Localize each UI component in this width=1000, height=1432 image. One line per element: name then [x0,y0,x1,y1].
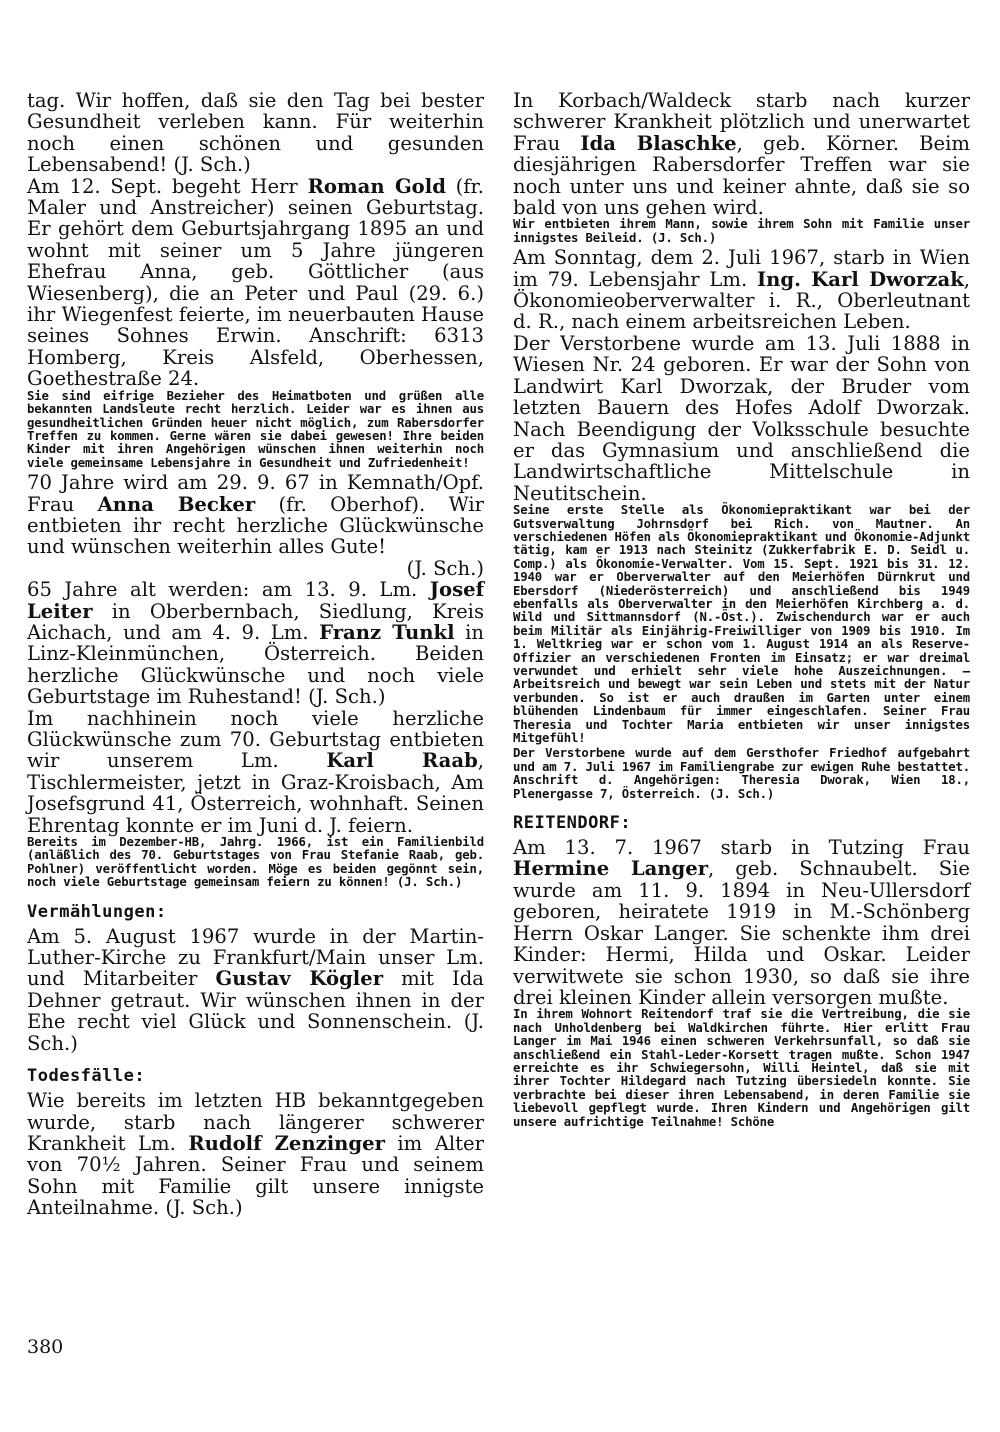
paragraph: Wie bereits im letzten HB bekanntgegeben wurde, starb nach längerer schwerer Krankheit Lm. Rudolf Zenzinger im Alter von 70½ Jahren. Seiner Frau und seinem Sohn mit Familie gilt unsere innigste Anteilnahme. (J. Sch.) [27,1089,485,1220]
paragraph: In Korbach/Waldeck starb nach kurzer schwerer Krankheit plötzlich und unerwartet Frau Ida Blaschke, geb. Körner. Beim diesjährigen Rabersdorfer Treffen war sie noch unter uns und keiner ahnte, daß sie so bald von uns gehen wird. [513,89,970,220]
paragraph: Im nachhinein noch viele herzliche Glückwünsche zum 70. Geburtstag entbieten wir unserem Lm. Karl Raab, Tischlermeister, jetzt in Graz-Kroisbach, Am Josefsgrund 41, Österreich, wohnhaft. Seinen Ehrentag konnte er im Juni d. J. feiern. [27,706,485,837]
paragraph: Am 12. Sept. begeht Herr Roman Gold (fr. Maler und Anstreicher) seinen Geburtstag. Er gehört dem Geburtsjahrgang 1895 an und wohnt mit seiner um 5 Jahre jüngeren Ehefrau Anna, geb. Göttlicher (aus Wiesenberg), die an Peter und Paul (29. 6.) ihr Wiegenfest feierte, im neuerbauten Hause seines Sohnes Erwin. Anschrift: 6313 Homberg, Kreis Alsfeld, Oberhessen, Goethestraße 24. [27,174,484,391]
section-heading: REITENDORF: [513,813,632,834]
small-note: Wir entbieten ihrem Mann, sowie ihrem Sohn mit Familie unser innigstes Beileid. (J. Sch.) [513,217,970,245]
section-heading: Todesfälle: [27,1066,146,1087]
page-number: 380 [27,1336,64,1358]
signature: (J. Sch.) [406,556,484,580]
paragraph: Der Verstorbene wurde am 13. Juli 1888 in Wiesen Nr. 24 geboren. Er war der Sohn von Landwirt Karl Dworzak, der Bruder vom letzten Bauern des Hofes Adolf Dworzak. Nach Beendigung der Volksschule besuchte er das Gymnasium und anschließend die Landwirtschaftliche Mittelschule in Neutitschein. [513,331,970,505]
left-column [27,90,484,1219]
paragraph: 70 Jahre wird am 29. 9. 67 in Kemnath/Opf. Frau Anna Becker (fr. Oberhof). Wir entbieten ihr recht herzliche Glückwünsche und wünschen weiterhin alles Gute! [27,471,484,559]
paragraph: Am Sonntag, dem 2. Juli 1967, starb in Wien im 79. Lebensjahr Lm. Ing. Karl Dworzak, Ökonomieoberverwalter i. R., Oberleutnant d. R., nach einem arbeitsreichen Leben. [513,246,970,334]
small-note: Seine erste Stelle als Ökonomiepraktikant war bei der Gutsverwaltung Johrnsdorf bei Rich. von Mautner. An verschiedenen Höfen als Ökonomiepraktikant und Ökonomie-Adjunkt tätig, kam er 1913 nach Steinitz (Zukkerfabrik E. D. Seidl u. Comp.) als Ökonomie-Verwalter. Vom 15. Sept. 1921 bis 31. 12. 1940 war er Oberverwalter auf den Meierhöfen Dürnkrut und Ebersdorf (Niederösterreich) und anschließend bis 1949 ebenfalls als Oberverwalter in den Meierhöfen Kirchberg a. d. Wild und Sittmannsdorf (N.-Öst.). Zwischendurch war er auch beim Militär als Einjährig-Freiwilliger von 1909 bis 1910. Im 1. Weltkrieg war er schon vom 1. August 1914 an als Reserve-Offizier an verschiedenen Fronten im Einsatz; er war dreimal verwundet und erhielt sehr viele hohe Auszeichnungen. — Arbeitsreich und bewegt war sein Leben und stets mit der Natur verbunden. So ist er auch draußen im Garten unter einem blühenden Lindenbaum für immer eingeschlafen. Seiner Frau Theresia und Tochter Maria entbieten wir unser innigstes Mitgefühl! [513,503,970,746]
small-note: Der Verstorbene wurde auf dem Gersthofer Friedhof aufgebahrt und am 7. Juli 1967 im Familiengrabe zur ewigen Ruhe bestattet. Anschrift d. Angehörigen: Theresia Dworak, Wien 18., Plenergasse 7, Österreich. (J. Sch.) [513,746,970,801]
paragraph: 65 Jahre alt werden: am 13. 9. Lm. Josef Leiter in Oberbernbach, Siedlung, Kreis Aichach, und am 4. 9. Lm. Franz Tunkl in Linz-Kleinmünchen, Österreich. Beiden herzliche Glückwünsche und noch viele Geburtstage im Ruhestand! (J. Sch.) [27,578,484,709]
small-note: Bereits im Dezember-HB, Jahrg. 1966, ist ein Familienbild (anläßlich des 70. Geburtstages von Frau Stefanie Raab, geb. Pohlner) veröffentlicht worden. Möge es beiden gegönnt sein, noch viele Geburtstage gemeinsam feiern zu können! (J. Sch.) [27,835,484,890]
section-heading: Vermählungen: [27,901,167,922]
paragraph: Am 5. August 1967 wurde in der Martin-Luther-Kirche zu Frankfurt/Main unser Lm. und Mitarbeiter Gustav Kögler mit Ida Dehner getraut. Wir wünschen ihnen in der Ehe recht viel Glück und Sonnenschein. (J. Sch.) [27,924,484,1055]
paragraph: tag. Wir hoffen, daß sie den Tag bei bester Gesundheit verleben kann. Für weiterhin noch einen schönen und gesunden Lebensabend! (J. Sch.) [27,89,484,177]
right-column [513,90,970,1131]
paragraph: Am 13. 7. 1967 starb in Tutzing Frau Hermine Langer, geb. Schnaubelt. Sie wurde am 11. 9. 1894 in Neu-Ullersdorf geboren, heiratete 1919 in M.-Schönberg Herrn Oskar Langer. Sie schenkte ihm drei Kinder: Hermi, Hilda und Oskar. Leider verwitwete sie schon 1930, so daß sie ihre drei kleinen Kinder allein versorgen mußte. [513,836,970,1009]
small-note: Sie sind eifrige Bezieher des Heimatboten und grüßen alle bekannten Landsleute recht herzlich. Leider war es ihnen aus gesundheitlichen Gründen heuer nicht möglich, zum Rabersdorfer Treffen zu kommen. Gerne wären sie dabei gewesen! Ihre beiden Kinder mit ihren Angehörigen wünschen ihnen weiterhin noch viele gemeinsame Lebensjahre in Gesundheit und Zufriedenheit! [27,388,484,470]
small-note: In ihrem Wohnort Reitendorf traf sie die Vertreibung, die sie nach Unholdenberg bei Waldkirchen führte. Hier erlitt Frau Langer im Mai 1946 einen schweren Verkehrsunfall, so daß sie anschließend ein Stahl-Leder-Korsett tragen mußte. Schon 1947 erreichte es ihr Schwiegersohn, Willi Heintel, daß sie mit ihrer Tochter Hildegard nach Tutzing übersiedeln konnte. Sie verbrachte bei dieser ihren Lebensabend, in deren Familie sie liebevoll gepflegt wurde. Ihren Kindern und Angehörigen gilt unsere aufrichtige Teilnahme! Schöne [513,1007,970,1129]
